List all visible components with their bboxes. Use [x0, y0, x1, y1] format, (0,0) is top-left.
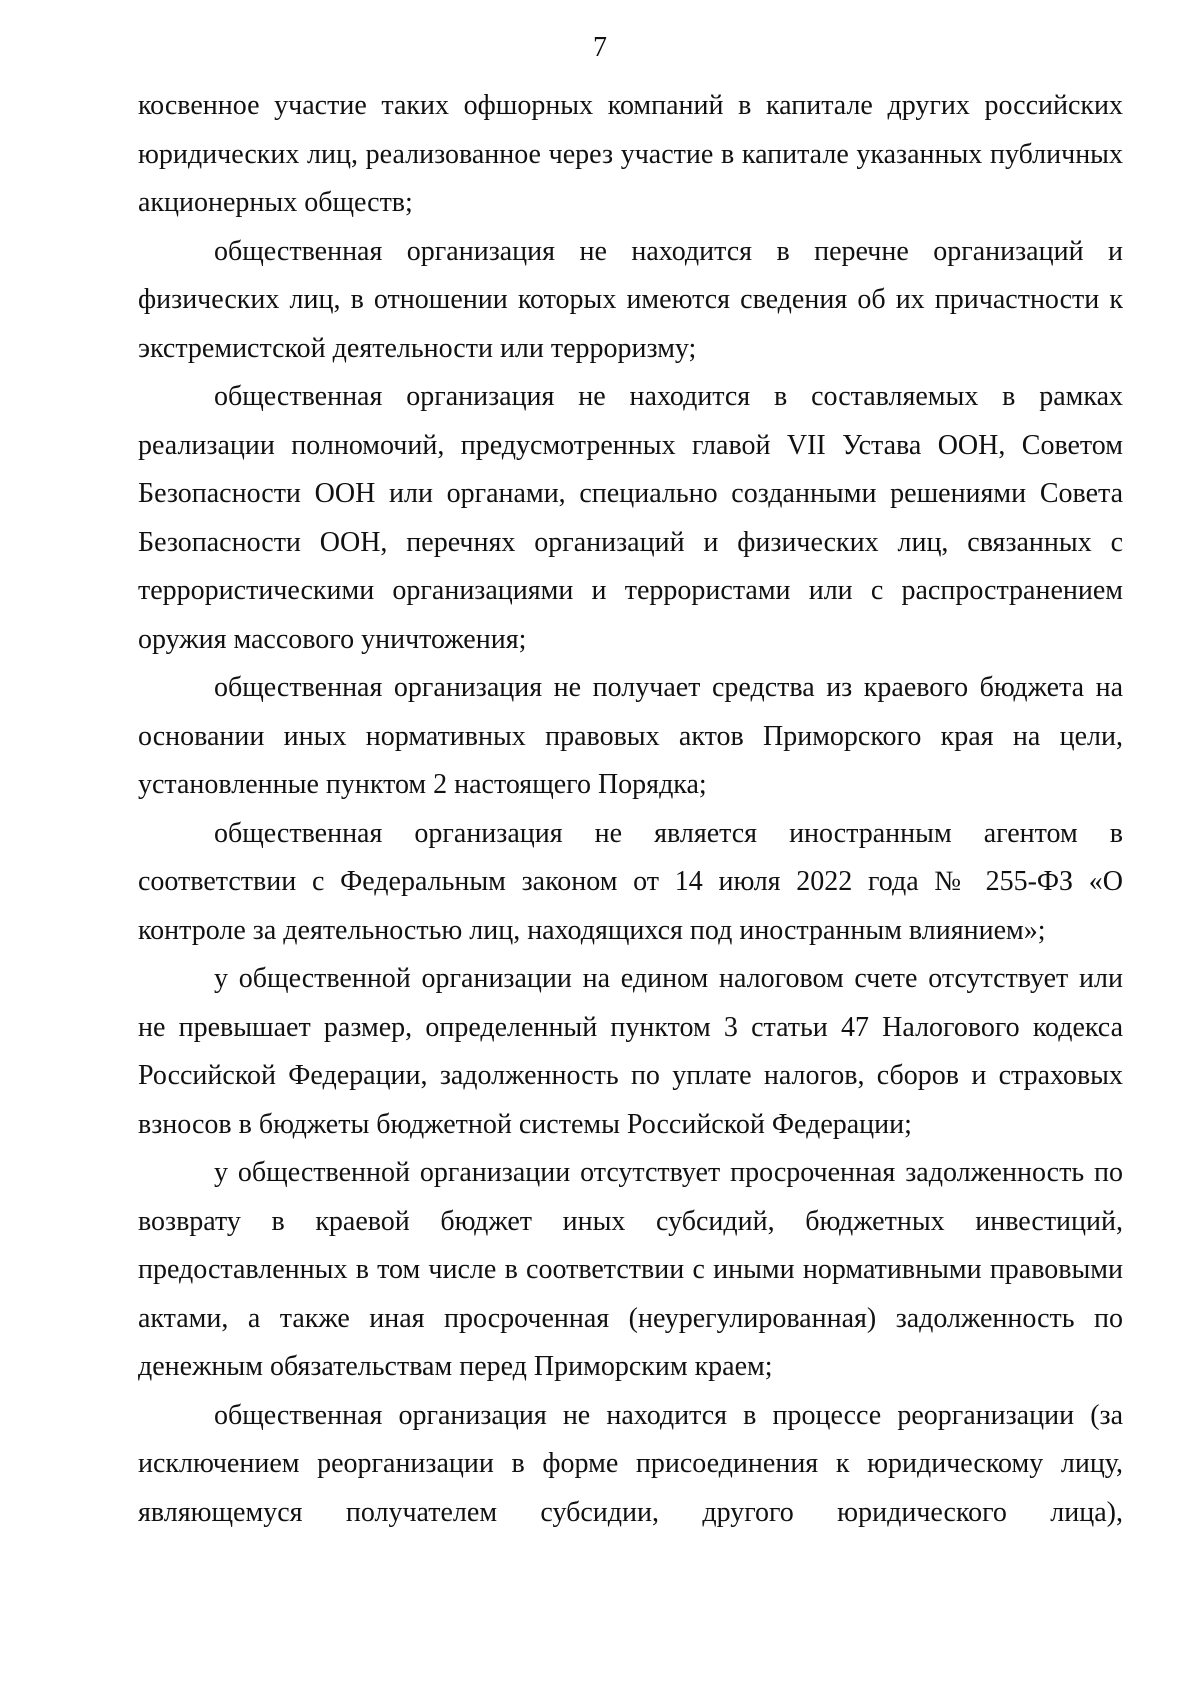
paragraph-6: у общественной организации на едином налоговом счете отсутствует или не превышает размер, определенный пунктом 3 статьи 47 Налогового кодекса Российской Федерации, задолженность по уплате налогов, сборов и страховых взносов в бюджеты бюджетной системы Российской Федерации;	[138, 963, 1123, 1140]
document-body	[138, 82, 1123, 1537]
page-number: 7	[593, 32, 607, 63]
paragraph-1: косвенное участие таких офшорных компаний в капитале других российских юридических лиц, реализованное через участие в капитале указанных публичных акционерных обществ;	[138, 90, 1123, 218]
paragraph-8: общественная организация не находится в процессе реорганизации (за исключением реорганизации в форме присоединения к юридическому лицу, являющемуся получателем субсидии, другого юридического лица),	[138, 1399, 1123, 1528]
paragraph-2: общественная организация не находится в перечне организаций и физических лиц, в отношении которых имеются сведения об их причастности к экстремистской деятельности или терроризму;	[138, 235, 1123, 364]
paragraph-7: у общественной организации отсутствует просроченная задолженность по возврату в краевой бюджет иных субсидий, бюджетных инвестиций, предоставленных в том числе в соответствии с иными нормативными правовыми актами, а также иная просроченная (неурегулированная) задолженность по денежным обязательствам перед Приморским краем;	[138, 1157, 1123, 1382]
paragraph-5: общественная организация не является иностранным агентом в соответствии с Федеральным законом от 14 июля 2022 года № 255-ФЗ «О контроле за деятельностью лиц, находящихся под иностранным влиянием»;	[138, 817, 1123, 946]
paragraph-3: общественная организация не находится в составляемых в рамках реализации полномочий, предусмотренных главой VII Устава ООН, Советом Безопасности ООН или органами, специально созданными решениями Совета Безопасности ООН, перечнях организаций и физических лиц, связанных с террористическими организациями и террористами или с распространением оружия массового уничтожения;	[138, 381, 1123, 655]
paragraph-4: общественная организация не получает средства из краевого бюджета на основании иных нормативных правовых актов Приморского края на цели, установленные пунктом 2 настоящего Порядка;	[138, 672, 1123, 800]
